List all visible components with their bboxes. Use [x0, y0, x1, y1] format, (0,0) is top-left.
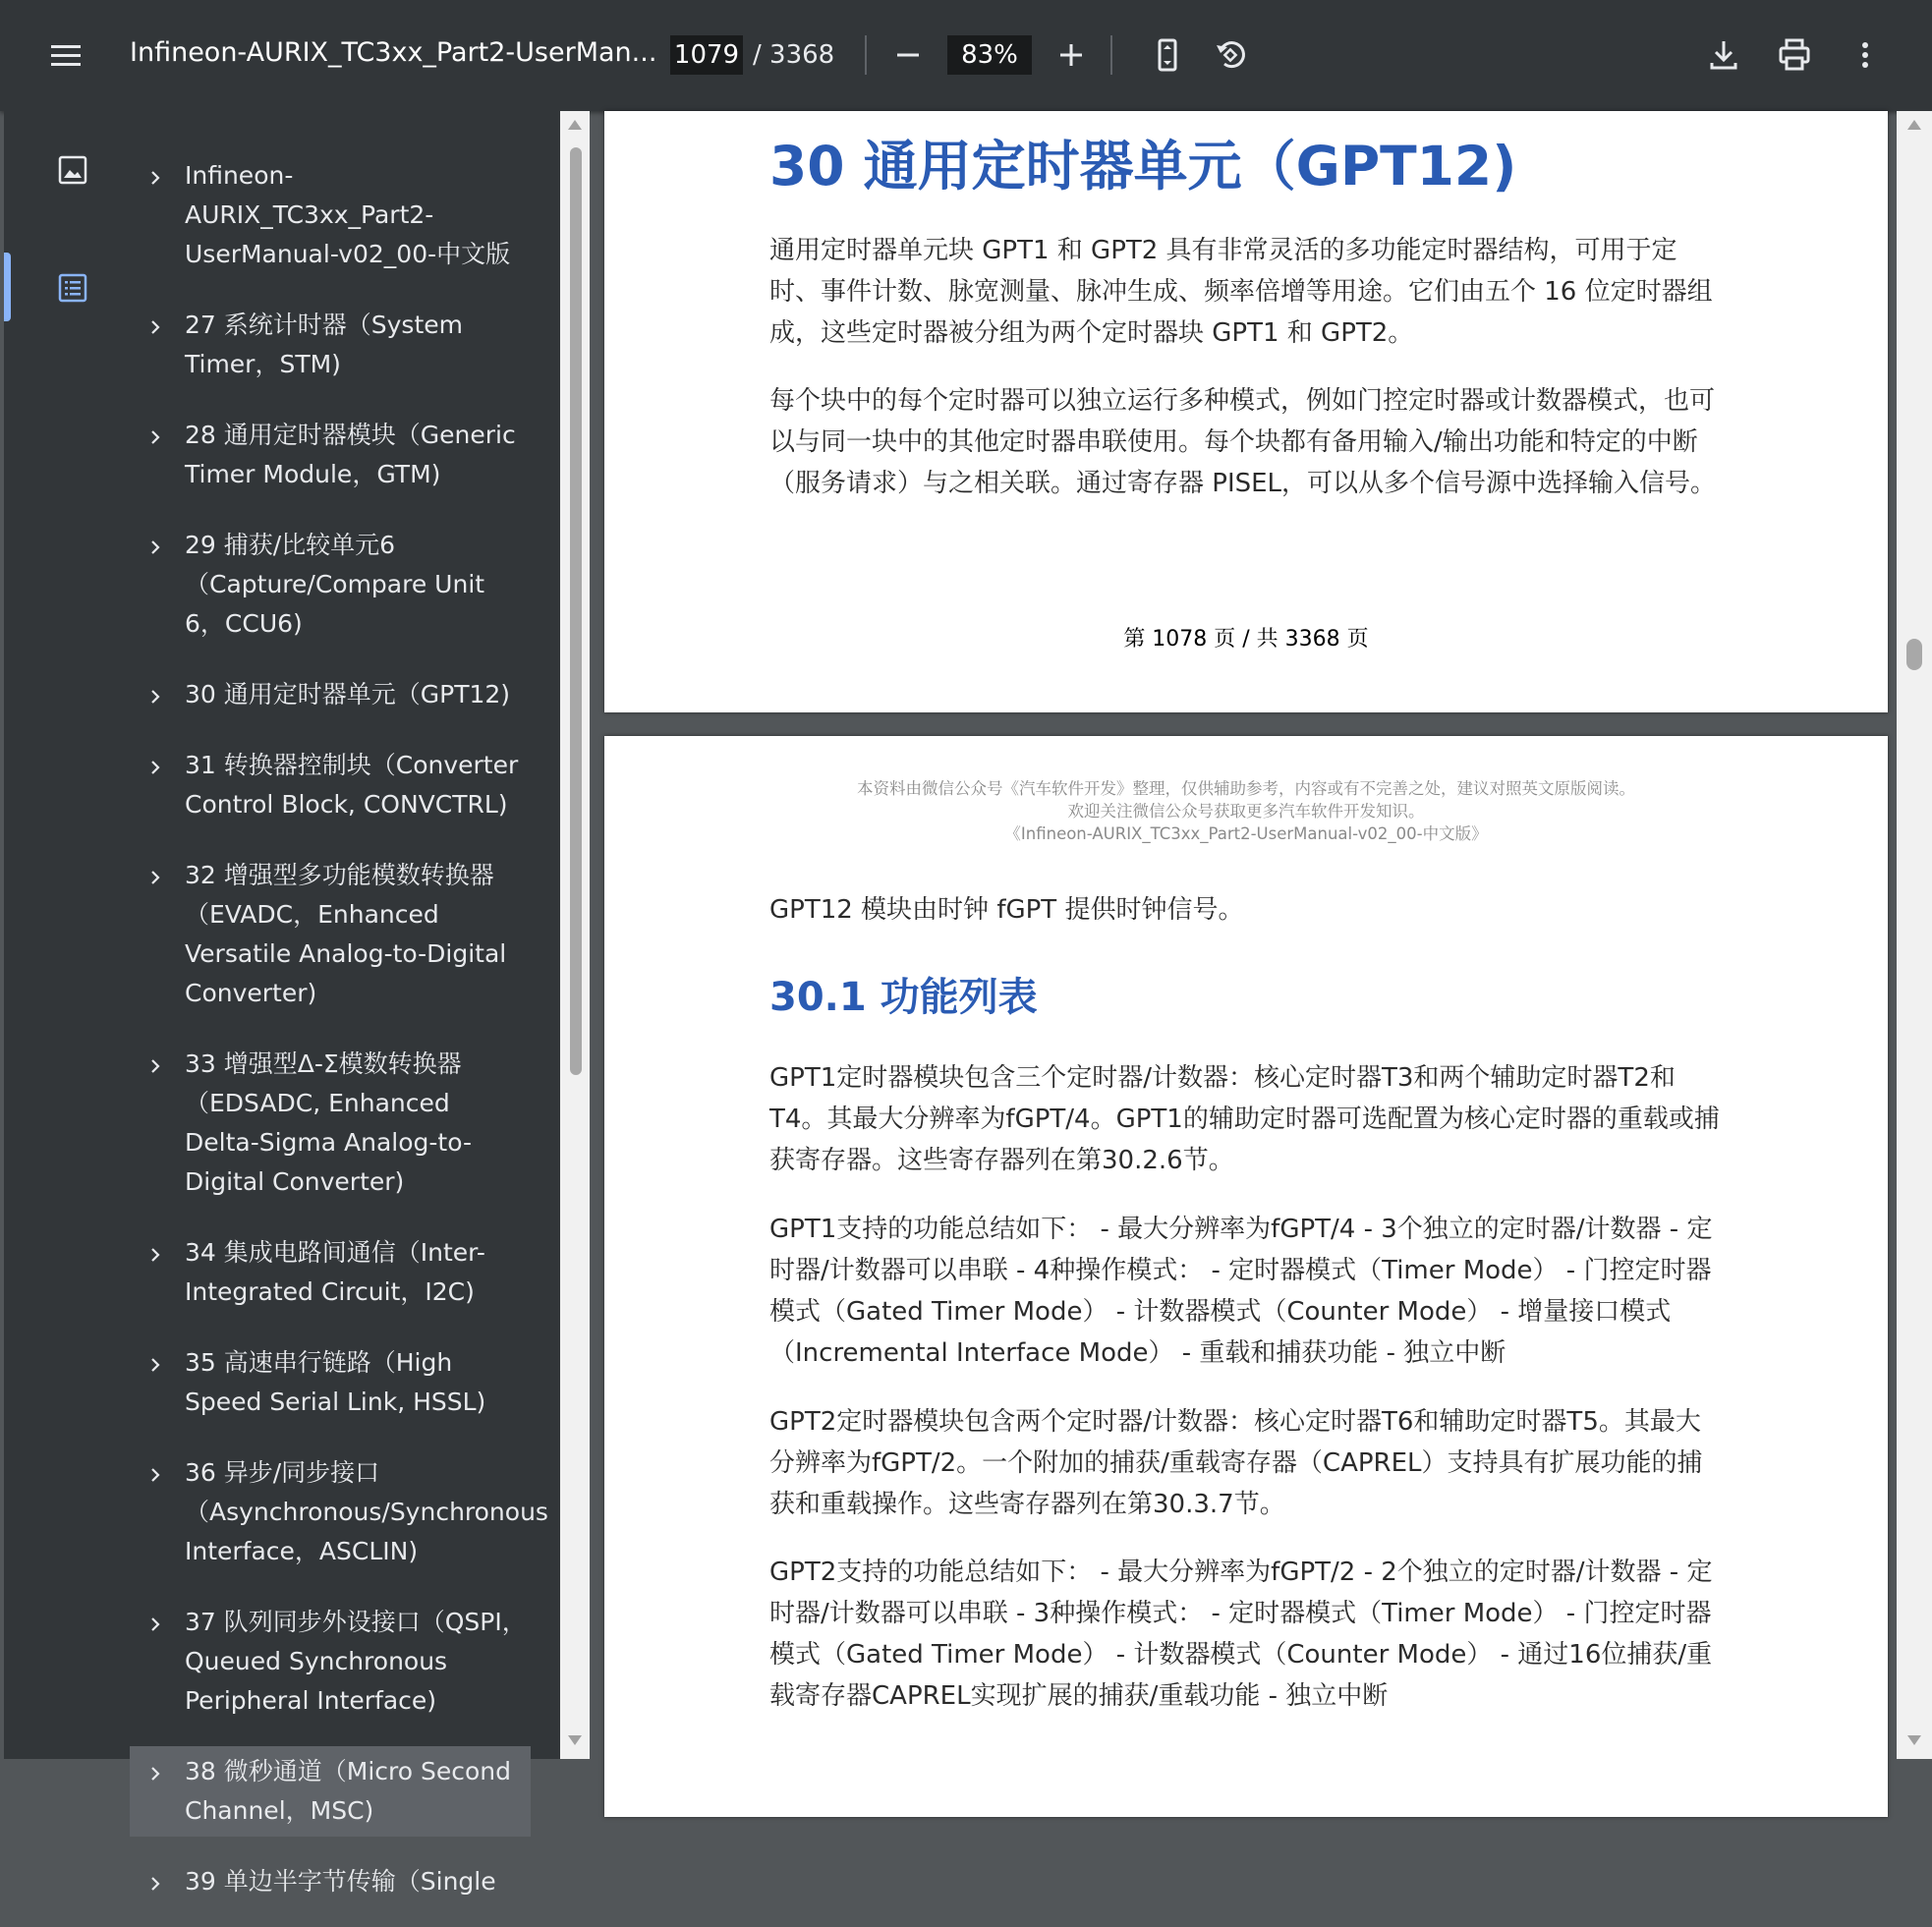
- rotate-button[interactable]: [1207, 31, 1254, 79]
- paragraph: GPT2定时器模块包含两个定时器/计数器：核心定时器T6和辅助定时器T5。其最大分辨率为fGPT/2。一个附加的捕获/重载寄存器（CAPREL）支持具有扩展功能的捕获和重载操作。这些寄存器列在第30.3.7节。: [769, 1407, 1703, 1519]
- page-total: / 3368: [753, 40, 835, 70]
- outline-icon: [53, 268, 92, 308]
- outline-item[interactable]: [130, 1856, 531, 1907]
- chevron-right-icon[interactable]: [145, 317, 165, 337]
- outline-item[interactable]: [130, 300, 531, 390]
- outline-item[interactable]: [130, 669, 531, 720]
- paragraph: 每个块中的每个定时器可以独立运行多种模式，例如门控定时器或计数器模式，也可以与同一块中的其他定时器串联使用。每个块都有备用输入/输出功能和特定的中断（服务请求）与之相关联。通过寄存器 PISEL，可以从多个信号源中选择输入信号。: [769, 386, 1717, 498]
- scroll-up-arrow[interactable]: [568, 120, 582, 130]
- outline-item[interactable]: [130, 740, 531, 830]
- scroll-up-arrow[interactable]: [1907, 120, 1921, 130]
- note-line: 本资料由微信公众号《汽车软件开发》整理，仅供辅助参考，内容或有不完善之处，建议对照英文原版阅读。: [857, 779, 1635, 798]
- zoom-in-button[interactable]: [1048, 31, 1095, 79]
- chevron-right-icon[interactable]: [145, 1874, 165, 1894]
- chevron-right-icon[interactable]: [145, 758, 165, 777]
- thumbnail-view-button[interactable]: [53, 150, 92, 190]
- chevron-right-icon[interactable]: [145, 427, 165, 447]
- outline-item-label: 36 异步/同步接口（Asynchronous/Synchronous Interface，ASCLIN): [185, 1458, 548, 1565]
- document-outline: [130, 150, 548, 1927]
- chevron-right-icon[interactable]: [145, 1245, 165, 1265]
- section-heading: 30 通用定时器单元（GPT12): [769, 135, 1517, 198]
- outline-item[interactable]: [130, 850, 531, 1019]
- scroll-down-arrow[interactable]: [568, 1735, 582, 1745]
- page-header-note: [604, 777, 1888, 845]
- outline-view-button[interactable]: [53, 268, 92, 308]
- thumbnail-icon: [53, 150, 92, 190]
- outline-item-label: 37 队列同步外设接口（QSPI，Queued Synchronous Peripheral Interface): [185, 1608, 527, 1715]
- outline-item[interactable]: [130, 1337, 531, 1428]
- rotate-icon: [1207, 31, 1254, 79]
- toolbar: [0, 0, 1932, 111]
- paragraph: GPT1支持的功能总结如下： - 最大分辨率为fGPT/4 - 3个独立的定时器/计数器 - 定时器/计数器可以串联 - 4种操作模式： - 定时器模式（Timer Mode） - 门控定时器模式（Gated Timer Mode） - 计数器模式（Counter Mode） - 增量接口模式（Incremental Interface Mode） - 重载和捕获功能 - 独立中断: [769, 1215, 1713, 1368]
- chevron-right-icon[interactable]: [145, 168, 165, 188]
- outline-item[interactable]: [130, 1746, 531, 1837]
- chevron-right-icon[interactable]: [145, 1465, 165, 1485]
- outline-item-label: 30 通用定时器单元（GPT12): [185, 680, 511, 708]
- paragraph: GPT1定时器模块包含三个定时器/计数器：核心定时器T3和两个辅助定时器T2和T4。其最大分辨率为fGPT/4。GPT1的辅助定时器可选配置为核心定时器的重载或捕获寄存器。这些寄存器列在第30.2.6节。: [769, 1063, 1720, 1175]
- scroll-down-arrow[interactable]: [1907, 1735, 1921, 1745]
- outline-item-label: 38 微秒通道（Micro Second Channel，MSC): [185, 1757, 511, 1825]
- document-scrollbar[interactable]: [1897, 111, 1932, 1759]
- plus-icon: [1048, 31, 1095, 79]
- paragraph: GPT2支持的功能总结如下： - 最大分辨率为fGPT/2 - 2个独立的定时器/计数器 - 定时器/计数器可以串联 - 3种操作模式： - 定时器模式（Timer Mode） - 门控定时器模式（Gated Timer Mode） - 计数器模式（Counter Mode） - 通过16位捕获/重载寄存器CAPREL实现扩展的捕获/重载功能 - 独立中断: [769, 1558, 1713, 1711]
- paragraph: GPT12 模块由时钟 fGPT 提供时钟信号。: [769, 895, 1244, 925]
- active-indicator: [4, 253, 11, 321]
- note-line: 《Infineon-AURIX_TC3xx_Part2-UserManual-v02_00-中文版》: [1004, 824, 1488, 843]
- outline-item-label: Infineon-AURIX_TC3xx_Part2-UserManual-v02_00-中文版: [185, 161, 511, 268]
- outline-item-label: 32 增强型多功能模数转换器（EVADC，Enhanced Versatile Analog-to-Digital Converter): [185, 861, 507, 1007]
- paragraph: 通用定时器单元块 GPT1 和 GPT2 具有非常灵活的多功能定时器结构，可用于定时、事件计数、脉宽测量、脉冲生成、频率倍增等用途。它们由五个 16 位定时器组成，这些定时器被分组为两个定时器块 GPT1 和 GPT2。: [769, 236, 1713, 348]
- download-icon: [1700, 31, 1747, 79]
- document-title: Infineon-AURIX_TC3xx_Part2-UserMan...: [130, 37, 657, 68]
- document-scrollbar-thumb[interactable]: [1906, 639, 1922, 670]
- outline-item-label: 31 转换器控制块（Converter Control Block, CONVCTRL): [185, 751, 519, 819]
- sidebar-scrollbar-thumb[interactable]: [570, 147, 582, 1075]
- fit-page-button[interactable]: [1144, 31, 1191, 79]
- sidebar: [4, 111, 564, 1896]
- pdf-page: [604, 111, 1888, 712]
- minus-icon: [884, 31, 932, 79]
- outline-item-label: 29 捕获/比较单元6（Capture/Compare Unit 6，CCU6): [185, 531, 485, 638]
- chevron-right-icon[interactable]: [145, 1056, 165, 1076]
- outline-item[interactable]: [130, 1227, 531, 1318]
- outline-item-label: 28 通用定时器模块（Generic Timer Module，GTM): [185, 421, 516, 488]
- chevron-right-icon[interactable]: [145, 1764, 165, 1784]
- note-line: 欢迎关注微信公众号获取更多汽车软件开发知识。: [1067, 802, 1425, 821]
- zoom-out-button[interactable]: [884, 31, 932, 79]
- outline-item-label: 33 增强型Δ-Σ模数转换器（EDSADC, Enhanced Delta-Sigma Analog-to-Digital Converter): [185, 1049, 473, 1196]
- print-button[interactable]: [1771, 31, 1818, 79]
- outline-item-label: 34 集成电路间通信（Inter-Integrated Circuit，I2C): [185, 1238, 485, 1306]
- zoom-input[interactable]: 83%: [947, 35, 1032, 75]
- chevron-right-icon[interactable]: [145, 1615, 165, 1634]
- chevron-right-icon[interactable]: [145, 687, 165, 707]
- outline-item[interactable]: [130, 1447, 548, 1577]
- more-icon: [1842, 31, 1889, 79]
- toolbar-divider: [1110, 35, 1112, 75]
- page-footer: 第 1078 页 / 共 3368 页: [1123, 627, 1369, 652]
- outline-item-label: 35 高速串行链路（High Speed Serial Link, HSSL): [185, 1348, 486, 1416]
- chevron-right-icon[interactable]: [145, 1355, 165, 1375]
- chevron-right-icon[interactable]: [145, 538, 165, 557]
- outline-item-label: 39 单边半字节传输（Single: [185, 1867, 496, 1896]
- outline-item[interactable]: [130, 150, 531, 280]
- subsection-heading: 30.1 功能列表: [769, 975, 1038, 1020]
- fit-page-icon: [1144, 31, 1191, 79]
- outline-item[interactable]: [130, 1597, 531, 1727]
- more-options-button[interactable]: [1842, 31, 1889, 79]
- outline-item[interactable]: [130, 520, 531, 650]
- outline-item[interactable]: [130, 410, 531, 500]
- print-icon: [1771, 31, 1818, 79]
- pdf-page: [604, 736, 1888, 1817]
- menu-icon[interactable]: [51, 45, 81, 67]
- toolbar-divider: [865, 35, 867, 75]
- outline-item-label: 27 系统计时器（System Timer，STM): [185, 311, 463, 378]
- chevron-right-icon[interactable]: [145, 868, 165, 887]
- outline-item[interactable]: [130, 1039, 531, 1208]
- page-number-input[interactable]: 1079: [670, 35, 743, 75]
- download-button[interactable]: [1700, 31, 1747, 79]
